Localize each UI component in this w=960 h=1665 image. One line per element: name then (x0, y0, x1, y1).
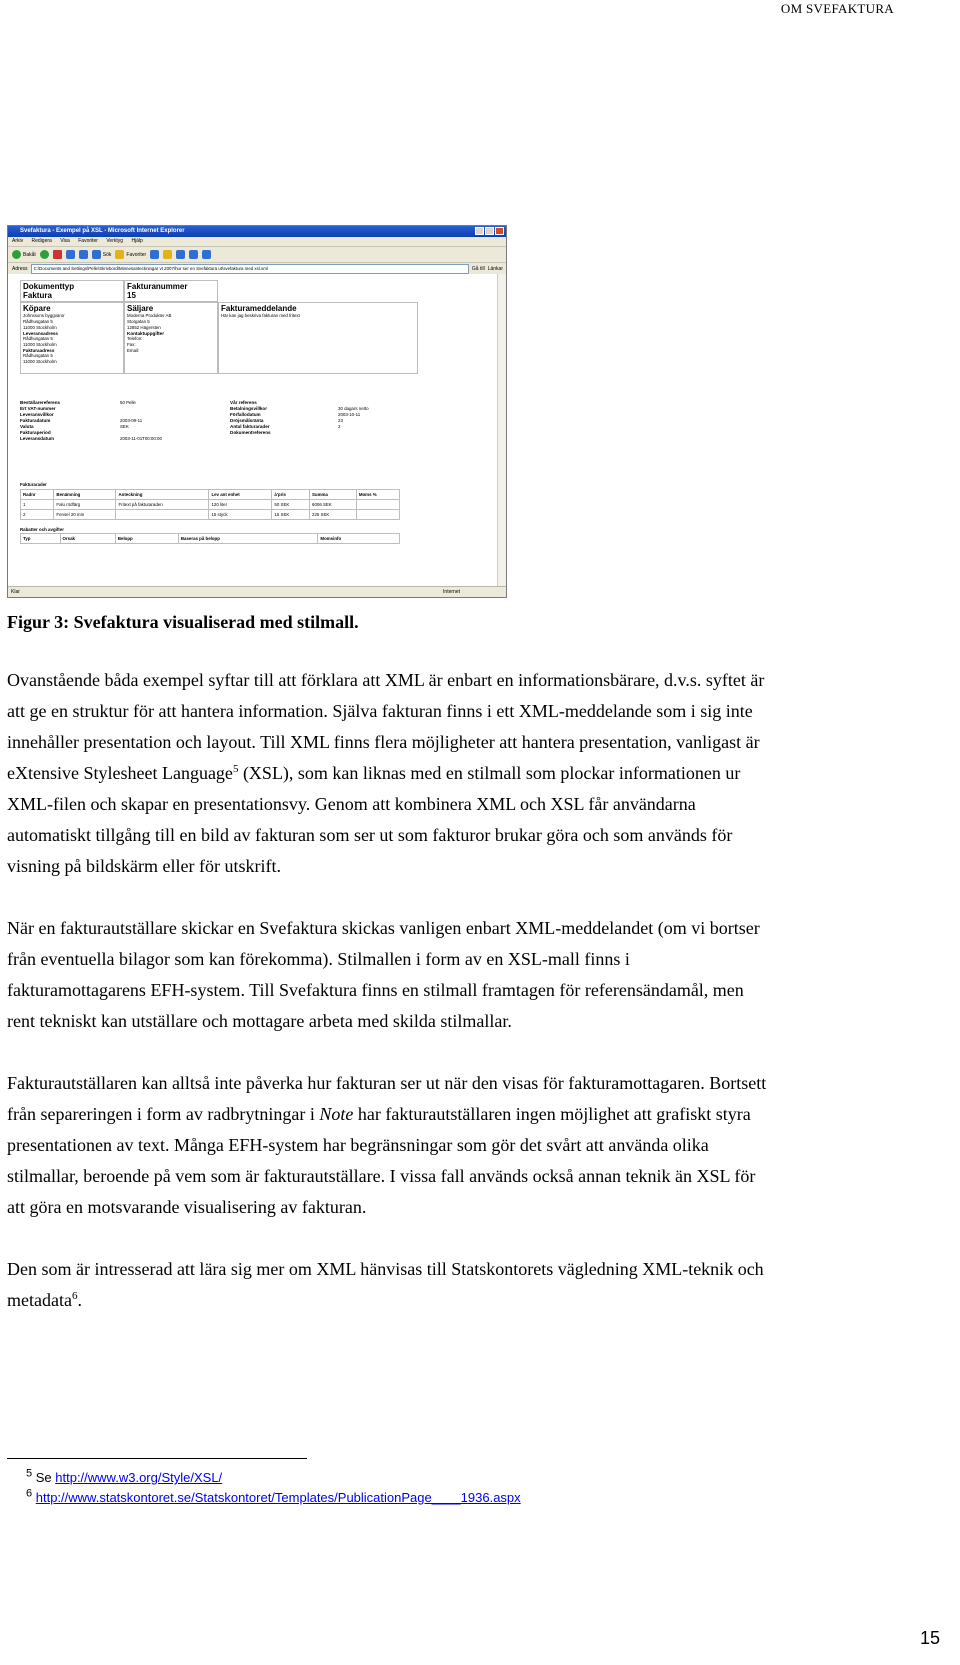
status-bar (8, 586, 506, 597)
favorites-button[interactable]: Favoriter (115, 250, 146, 259)
menu-visa[interactable]: Visa (60, 238, 70, 244)
paragraph-1: Ovanstående båda exempel syftar till att förklara att XML är enbart en informationsbärare, d.v.s. syftet är att ge en struktur för att hantera information. Själva fakturan finns i ett XML-meddelande som i sig inte innehåller presentation och layout. Till XML finns flera möjligheter att hantera presentation, vanligast är eXtensive Stylesheet Language$^5$ (XSL), som kan liknas med en stilmall som plockar informationen ur XML-filen och skapar en presentationsvy. Genom att kombinera XML och XSL får användarna automatiskt tillgång till en bild av fakturan som ser ut som fakturor brukar göra och som används för visning på bildskärm eller för utskrift. (7, 670, 765, 876)
footnote-6-link[interactable]: http://www.statskontoret.se/Statskontoret/Templates/PublicationPage____1936.aspx (35, 1490, 521, 1505)
footnote-divider (7, 1458, 307, 1459)
footnote-5: $^5$ Se http://www.w3.org/Style/XSL/ (26, 1467, 223, 1485)
history-button[interactable] (150, 250, 159, 259)
refresh-icon (66, 250, 75, 259)
address-input[interactable]: C:\Documents and Settings\Pelle\Skrivbord\Minnesanteckningar vt 2007\hur ser en Svefaktura ut\svefaktura med xsl.xml (31, 264, 469, 274)
edit-icon (189, 250, 198, 259)
table-row: 1 Falu rödfärg Fritext på fakturaraden 120 liter 50 SEK 6006 SEK (21, 500, 400, 510)
stop-icon (53, 250, 62, 259)
refresh-button[interactable] (66, 250, 75, 259)
menu-hjalp[interactable]: Hjälp (131, 238, 143, 244)
charges-title: Rabatter och avgifter (20, 527, 64, 532)
figure-caption: Figur 3: Svefaktura visualiserad med stilmall. (7, 612, 359, 632)
page-number: 15 (919, 1628, 940, 1648)
forward-arrow-icon (40, 250, 49, 259)
mail-icon (163, 250, 172, 259)
menu-verktyg[interactable]: Verktyg (106, 238, 124, 244)
history-icon (150, 250, 159, 259)
search-button[interactable]: Sök (92, 250, 112, 259)
toolbar (8, 247, 506, 263)
menu-bar (8, 237, 506, 247)
messenger-icon (202, 250, 211, 259)
invoice-number-cell: Fakturanummer 15 (124, 280, 218, 302)
rows-title: Fakturarader (20, 482, 47, 487)
address-label: Adress (12, 265, 28, 272)
table-header-row: Radnr Benämning Anteckning Lev ant enhet à'pris Summa Moms % (21, 490, 400, 500)
left-fields: Beställarereferens 50 Pelle Ert VAT-nummer Leveransvillkor Fakturadatum 2003-09-11 Valuta SEK Fakturaperiod Leveransdatum 2003-11-01T00:00:00 (20, 400, 162, 441)
footnote-6: $^6$ http://www.statskontoret.se/Statskontoret/Templates/PublicationPage____1936.aspx (26, 1487, 521, 1505)
right-fields: Vår referens Betalningsvillkor 30 dagars netto Förfallodatum 2003-10-11 Dröjsmålsränta 23 Antal fakturarader 2 Dokumentreferens (230, 400, 369, 435)
home-button[interactable] (79, 250, 88, 259)
go-button[interactable]: Gå till (471, 265, 485, 272)
page-content (8, 274, 498, 587)
star-icon (115, 250, 124, 259)
footnote-5-link[interactable]: http://www.w3.org/Style/XSL/ (55, 1470, 223, 1485)
edit-button[interactable] (189, 250, 198, 259)
seller-cell: Säljare Moderna Produkter AB Storgatan 5 12852 Hägersten Kontaktuppgifter Telefon: Fax: Email: (124, 302, 218, 374)
table-row: 2 Fensel 20 mm 15 styck 15 SEK 225 SEK (21, 510, 400, 520)
minimize-icon[interactable] (475, 227, 484, 235)
search-icon (92, 250, 101, 259)
footnote-ref-5[interactable]: 5 (232, 763, 239, 775)
vertical-scrollbar[interactable] (497, 274, 506, 587)
links-button[interactable]: Länkar (487, 265, 503, 272)
message-cell: Fakturameddelande Här kan jag beskriva fakturan med fritext (218, 302, 418, 374)
back-button[interactable]: Bakåt (12, 250, 36, 259)
table-header-row: Typ Orsak Belopp Baseras på belopp Momsinfo (21, 534, 400, 544)
menu-arkiv[interactable]: Arkiv (12, 238, 24, 244)
back-arrow-icon (12, 250, 21, 259)
mail-button[interactable] (163, 250, 172, 259)
window-title: Svefaktura - Exempel på XSL - Microsoft Internet Explorer (20, 228, 185, 234)
paragraph-2: När en fakturautställare skickar en Svefaktura skickas vanligen enbart XML-meddelandet (om vi bortser från eventuella bilagor som kan förekomma). Stilmallen i form av en XSL-mall finns i fakturamottagarens EFH-system. Till Svefaktura finns en stilmall framtagen för referensändamål, men rent tekniskt kan utställare och mottagare arbeta med skilda stilmallar. (7, 918, 760, 1031)
body-text (7, 665, 767, 1347)
home-icon (79, 250, 88, 259)
print-button[interactable] (176, 250, 185, 259)
doctype-cell: Dokumenttyp Faktura (20, 280, 124, 302)
buyer-cell: Köpare Johnssons byggvaror Rådhusgatan 5 11000 Stockholm Leveransadress Rådhusgatan 5 11000 Stockholm Fakturaadress Rådhusgatan 5 11000 Stockholm (20, 302, 124, 374)
close-icon[interactable] (495, 227, 504, 235)
menu-redigera[interactable]: Redigera (31, 238, 52, 244)
window-titlebar (8, 226, 506, 237)
invoice-rows-table (20, 489, 400, 520)
print-icon (176, 250, 185, 259)
footnote-ref-6[interactable]: 6 (71, 1290, 78, 1302)
messenger-button[interactable] (202, 250, 211, 259)
forward-button[interactable] (40, 250, 49, 259)
paragraph-3: Fakturautställaren kan alltså inte påverka hur fakturan ser ut när den visas för fakturamottagaren. Bortsett från separeringen i form av radbrytningar i Note har fakturautställaren ingen möjlighet att grafiskt styra presentationen av text. Många EFH-system har begränsningar som gör det svårt att använda olika stilmallar, beroende på vem som är fakturautställare. I vissa fall används också annan teknik än XSL för att göra en motsvarande visualisering av fakturan. (7, 1073, 767, 1217)
browser-screenshot (7, 225, 507, 598)
running-head: OM SVEFAKTURA (780, 1, 894, 16)
status-zone: Internet (443, 589, 460, 595)
charges-table (20, 533, 400, 544)
menu-favoriter[interactable]: Favoriter (78, 238, 98, 244)
paragraph-4: Den som är intresserad att lära sig mer om XML hänvisas till Statskontorets vägledning XML-teknik och metadata$^6$. (7, 1259, 764, 1310)
stop-button[interactable] (53, 250, 62, 259)
status-text: Klar (11, 589, 20, 595)
maximize-icon[interactable] (485, 227, 494, 235)
